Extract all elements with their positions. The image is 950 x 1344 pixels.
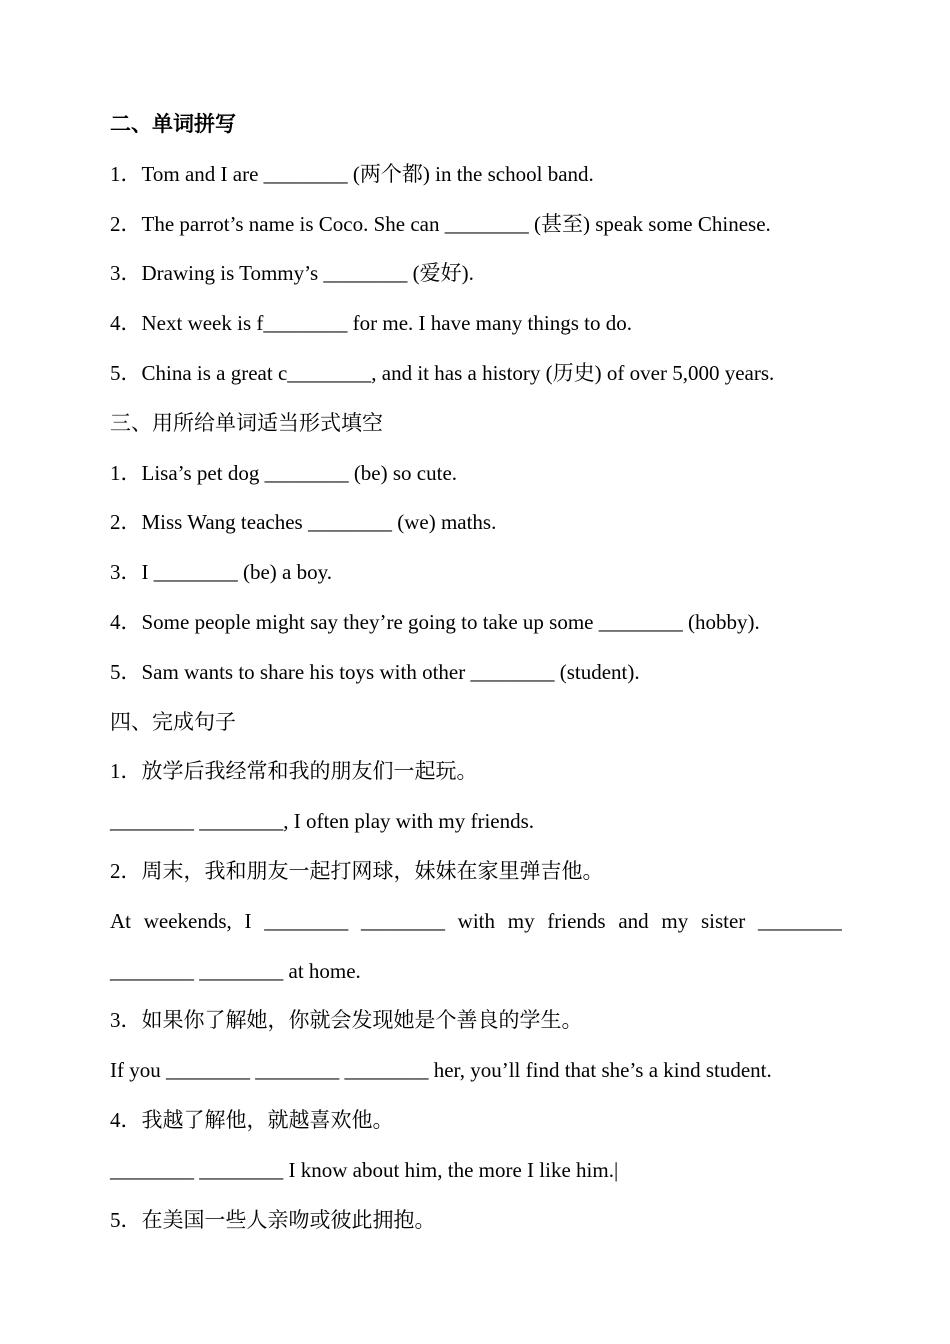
question-line: 3．Drawing is Tommy’s ________ (爱好). xyxy=(110,261,474,286)
section-heading-word-forms: 三、用所给单词适当形式填空 xyxy=(110,410,383,435)
sentence-answer: If you ________ ________ ________ her, you’ll find that she’s a kind student. xyxy=(110,1058,772,1083)
question-line: 5．Sam wants to share his toys with other ________ (student). xyxy=(110,659,640,684)
question-line: 4．Some people might say they’re going to take up some ________ (hobby). xyxy=(110,609,760,634)
sentence-prompt: 4．我越了解他，就越喜欢他。 xyxy=(110,1107,394,1132)
question-line: 1．Tom and I are ________ (两个都) in the school band. xyxy=(110,161,594,186)
sentence-answer: ________ ________, I often play with my friends. xyxy=(110,809,535,834)
sentence-answer-continued: ________ ________ at home. xyxy=(110,958,361,983)
question-line: 4．Next week is f________ for me. I have many things to do. xyxy=(110,311,632,336)
question-line: 2．The parrot’s name is Coco. She can ________ (甚至) speak some Chinese. xyxy=(110,211,771,236)
question-line: 5．China is a great c________, and it has a history (历史) of over 5,000 years. xyxy=(110,360,775,385)
sentence-prompt: 5．在美国一些人亲吻或彼此拥抱。 xyxy=(110,1207,436,1232)
sentence-prompt: 2．周末，我和朋友一起打网球，妹妹在家里弹吉他。 xyxy=(110,858,604,883)
sentence-answer: At weekends, I ________ ________ with my friends and my sister ________ xyxy=(110,908,842,933)
question-line: 3．I ________ (be) a boy. xyxy=(110,560,333,585)
sentence-prompt: 1．放学后我经常和我的朋友们一起玩。 xyxy=(110,759,478,784)
section-heading-complete-sentences: 四、完成句子 xyxy=(110,709,236,734)
sentence-prompt: 3．如果你了解她，你就会发现她是个善良的学生。 xyxy=(110,1008,583,1033)
section-heading-spelling: 二、单词拼写 xyxy=(110,112,236,136)
question-line: 1．Lisa’s pet dog ________ (be) so cute. xyxy=(110,460,458,485)
question-line: 2．Miss Wang teaches ________ (we) maths. xyxy=(110,510,497,535)
worksheet-page xyxy=(110,100,842,1245)
sentence-answer: ________ ________ I know about him, the more I like him.| xyxy=(110,1157,619,1182)
